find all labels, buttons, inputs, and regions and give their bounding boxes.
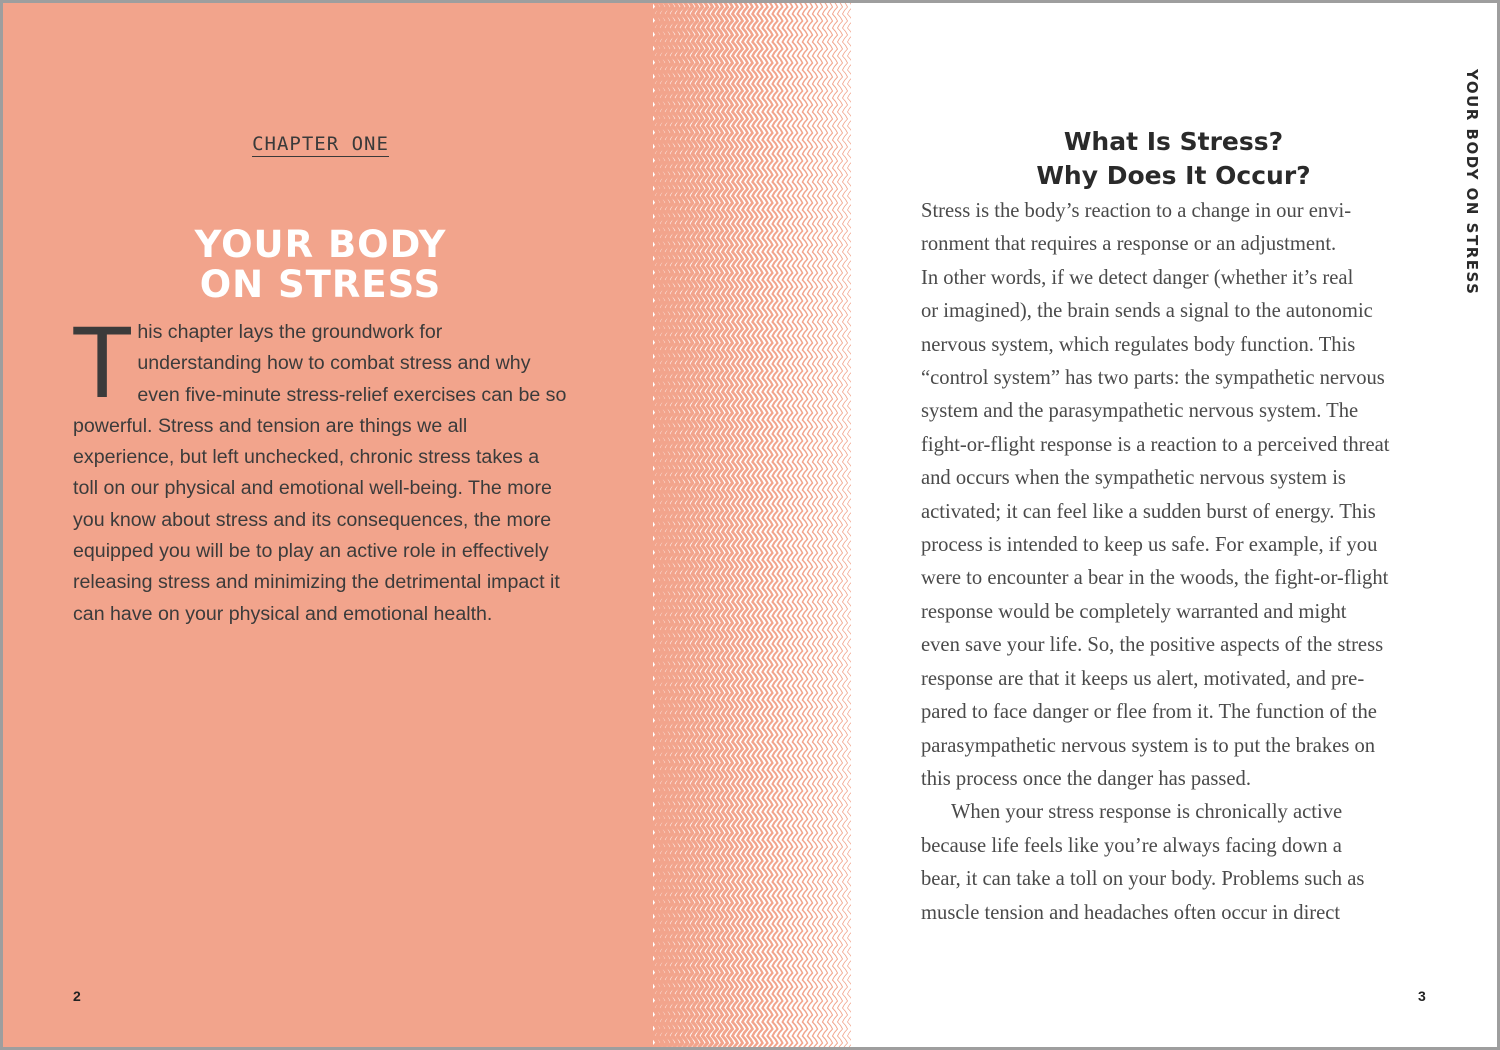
- body-line: response would be completely warranted and might: [921, 600, 1347, 623]
- chapter-title-line-1: YOUR BODY: [194, 223, 447, 266]
- body-line: Stress is the body’s reaction to a change in our envi-: [921, 200, 1352, 222]
- drop-cap: T: [71, 305, 134, 419]
- section-heading: [921, 125, 1426, 193]
- left-page: [3, 3, 655, 1050]
- body-line: pared to face danger or flee from it. The function of the: [921, 701, 1377, 724]
- body-line: bear, it can take a toll on your body. Problems such as: [921, 868, 1365, 891]
- chapter-title-line-2: ON STRESS: [199, 263, 442, 306]
- chapter-label: [73, 133, 568, 155]
- body-line: were to encounter a bear in the woods, the fight-or-flight: [921, 567, 1389, 590]
- body-line: muscle tension and headaches often occur in direct: [921, 901, 1341, 924]
- body-line: When your stress response is chronically active: [951, 801, 1343, 824]
- body-line: ronment that requires a response or an adjustment.: [921, 233, 1337, 256]
- wave-decoration: [653, 3, 855, 1050]
- intro-paragraph: [71, 305, 568, 630]
- body-line: nervous system, which regulates body function. This: [921, 333, 1356, 356]
- chapter-label-text: CHAPTER ONE: [252, 133, 389, 155]
- body-line: fight-or-flight response is a reaction to a perceived threat: [921, 433, 1390, 456]
- body-line: or imagined), the brain sends a signal to the autonomic: [921, 300, 1373, 323]
- body-line: and occurs when the sympathetic nervous system is: [921, 467, 1346, 490]
- body-line: this process once the danger has passed.: [921, 767, 1251, 790]
- body-text: [921, 195, 1431, 930]
- body-line: parasympathetic nervous system is to put the brakes on: [921, 734, 1376, 757]
- section-heading-line-1: What Is Stress?: [1063, 127, 1284, 156]
- body-line: system and the parasympathetic nervous system. The: [921, 400, 1359, 423]
- body-line: “control system” has two parts: the sympathetic nervous: [921, 367, 1385, 390]
- page-number-left: 2: [73, 988, 81, 1004]
- chapter-title: [73, 225, 568, 305]
- page-number-right: 3: [1418, 988, 1426, 1004]
- running-head: YOUR BODY ON STRESS: [1463, 69, 1481, 296]
- section-heading-line-2: Why Does It Occur?: [1036, 161, 1311, 190]
- body-line: process is intended to keep us safe. For example, if you: [921, 534, 1378, 557]
- intro-text: his chapter lays the groundwork for understanding how to combat stress and why even five-minute stress-relief exercises can be so powerful. Stress and tension are things we all experience, but left unchecked, chronic stress takes a toll on our physical and emotional well-being. The more you know about stress and its consequences, the more equipped you will be to play an active role in effectively releasing stress and minimizing the detrimental impact it can have on your physical and emotional health.: [73, 321, 567, 625]
- body-line: response are that it keeps us alert, motivated, and pre-: [921, 667, 1365, 690]
- body-line: In other words, if we detect danger (whether it’s real: [921, 266, 1354, 289]
- body-paragraph-2: [921, 796, 1431, 930]
- body-line: activated; it can feel like a sudden burst of energy. This: [921, 500, 1376, 523]
- body-line: because life feels like you’re always facing down a: [921, 834, 1342, 857]
- body-paragraph-1: [921, 195, 1431, 796]
- body-line: even save your life. So, the positive aspects of the stress: [921, 634, 1384, 657]
